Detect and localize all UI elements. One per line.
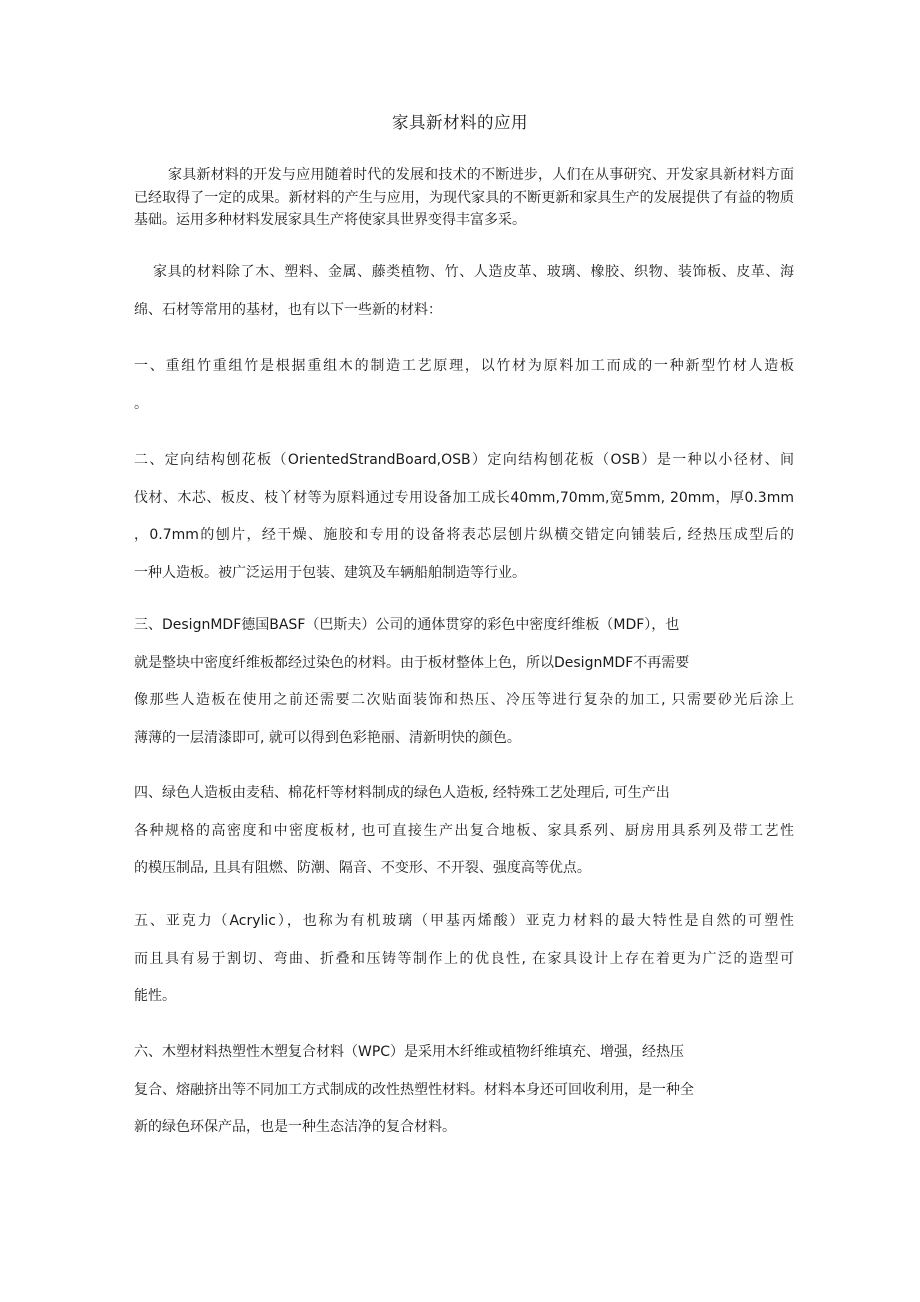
section-3-line-3: 像那些人造板在使用之前还需要二次贴面装饰和热压、冷压等进行复杂的加工, 只需要砂光后涂上 — [134, 692, 794, 708]
section-5-line-2: 而且具有易于割切、弯曲、折叠和压铸等制作上的优良性, 在家具设计上存在着更为广泛的造型可 — [134, 950, 794, 967]
section-6-line-3: 新的绿色环保产品，也是一种生态洁净的复合材料。 — [134, 1119, 456, 1135]
section-3 — [134, 607, 794, 757]
section-2-line-1: 二、定向结构刨花板（OrientedStrandBoard,OSB）定向结构刨花板（OSB）是一种以小径材、间 — [134, 452, 794, 468]
section-2 — [134, 442, 794, 592]
document-title: 家具新材料的应用 — [392, 113, 528, 132]
section-1 — [134, 348, 794, 423]
section-5-line-3: 能性。 — [134, 988, 176, 1004]
section-3-line-1: 三、DesignMDF德国BASF（巴斯夫）公司的通体贯穿的彩色中密度纤维板（MDF），也 — [134, 617, 680, 633]
section-1-line-1: 一、重组竹重组竹是根据重组木的制造工艺原理，以竹材为原料加工而成的一种新型竹材人造板 — [134, 358, 794, 374]
section-2-line-3: ，0.7mm的刨片，经干燥、施胶和专用的设备将表芯层刨片纵横交错定向铺装后, 经热压成型后的 — [134, 527, 794, 543]
section-1-line-2: 。 — [134, 395, 148, 412]
section-3-line-2: 就是整块中密度纤维板都经过染色的材料。由于板材整体上色，所以DesignMDF不再需要 — [134, 654, 690, 671]
section-4-line-3: 的模压制品, 且具有阻燃、防潮、隔音、不变形、不开裂、强度高等优点。 — [134, 860, 591, 876]
section-6 — [134, 1034, 794, 1147]
intro-paragraph: 家具新材料的开发与应用随着时代的发展和技术的不断进步，人们在从事研究、开发家具新材料方面已经取得了一定的成果。新材料的产生与应用，为现代家具的不断更新和家具生产的发展提供了有益的物质基础。运用多种材料发展家具生产将使家具世界变得丰富多采。 — [134, 167, 794, 228]
section-4-line-2: 各种规格的高密度和中密度板材, 也可直接生产出复合地板、家具系列、厨房用具系列及带工艺性 — [134, 822, 794, 839]
overview-paragraph: 家具的材料除了木、塑料、金属、藤类植物、竹、人造皮革、玻璃、橡胶、织物、装饰板、皮革、海绵、石材等常用的基材，也有以下一些新的材料： — [134, 264, 794, 318]
section-2-line-2: 伐材、木芯、板皮、枝丫材等为原料通过专用设备加工成长40mm,70mm,宽5mm, 20mm，厚0.3mm — [134, 489, 794, 506]
section-4 — [134, 775, 794, 888]
section-2-line-4: 一种人造板。被广泛运用于包装、建筑及车辆船舶制造等行业。 — [134, 564, 526, 581]
section-4-line-1: 四、绿色人造板由麦秸、棉花杆等材料制成的绿色人造板, 经特殊工艺处理后, 可生产出 — [134, 785, 670, 801]
section-5 — [134, 903, 794, 1016]
section-6-line-2: 复合、熔融挤出等不同加工方式制成的改性热塑性材料。材料本身还可回收利用，是一种全 — [134, 1081, 694, 1098]
section-6-line-1: 六、木塑材料热塑性木塑复合材料（WPC）是采用木纤维或植物纤维填充、增强，经热压 — [134, 1044, 685, 1060]
section-3-line-4: 薄薄的一层清漆即可, 就可以得到色彩艳丽、清新明快的颜色。 — [134, 729, 521, 746]
section-5-line-1: 五、亚克力（Acrylic），也称为有机玻璃（甲基丙烯酸）亚克力材料的最大特性是自然的可塑性 — [134, 913, 794, 929]
